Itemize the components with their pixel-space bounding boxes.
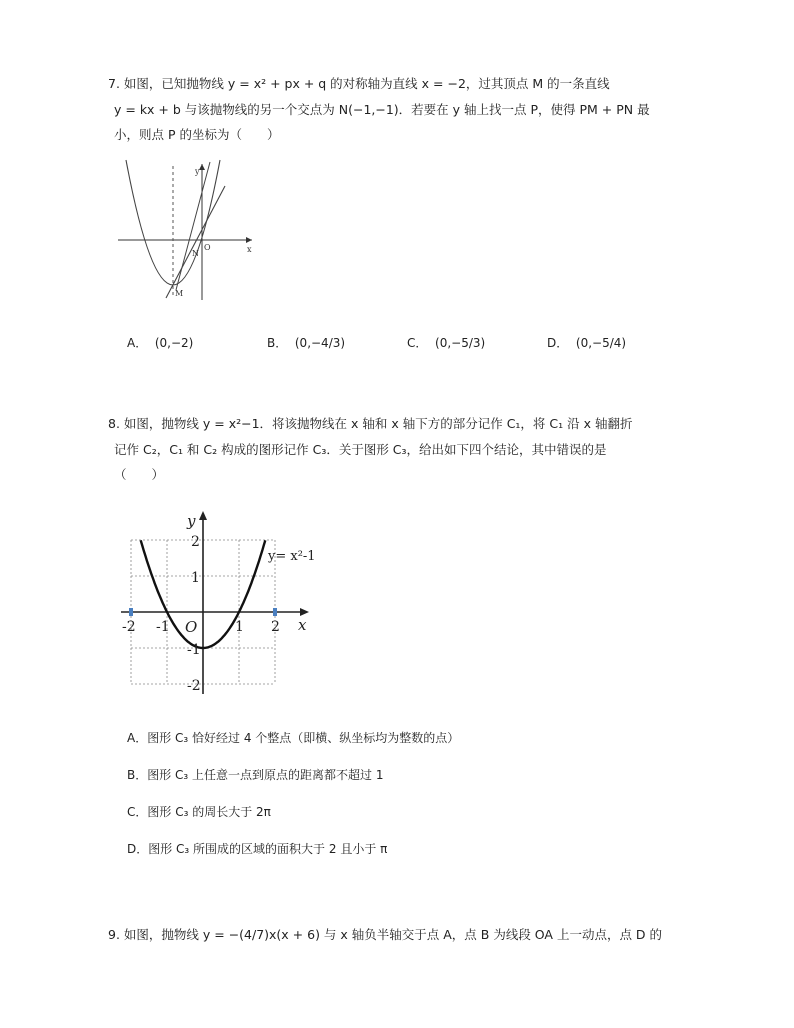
q8-curve-label: y= x²-1 bbox=[268, 549, 316, 564]
q7-m-label: M bbox=[175, 289, 184, 298]
q7-option-c[interactable] bbox=[407, 334, 485, 351]
q7-y-arrow bbox=[199, 164, 205, 170]
q7-option-b[interactable] bbox=[267, 334, 345, 351]
option-text: (0,−2) bbox=[154, 336, 194, 350]
q8-x-arrow bbox=[300, 608, 309, 616]
q7-option-a[interactable] bbox=[127, 334, 193, 351]
q8-option-b[interactable]: B．图形 C₃ 上任意一点到原点的距离都不超过 1 bbox=[127, 768, 384, 782]
q8-x-tick-label: -1 bbox=[156, 619, 170, 635]
q8-y-tick-label: 1 bbox=[191, 570, 200, 586]
q8-y-tick-label: -2 bbox=[187, 678, 201, 694]
q7-option-d[interactable] bbox=[547, 334, 626, 351]
q8-option-d[interactable]: D．图形 C₃ 所围成的区域的面积大于 2 且小于 π bbox=[127, 842, 388, 856]
q7-origin-label: O bbox=[204, 243, 211, 252]
q8-x-tick-label: 1 bbox=[235, 619, 244, 635]
q8-figure bbox=[115, 508, 330, 700]
q8-tick-neg2 bbox=[129, 608, 133, 616]
q8-y-tick-label: -1 bbox=[187, 642, 201, 658]
option-text: (0,−4/3) bbox=[294, 336, 346, 350]
q8-x-label: x bbox=[298, 616, 307, 634]
q7-x-label: x bbox=[247, 245, 252, 254]
option-letter: A． bbox=[127, 336, 148, 350]
q7-line-mn bbox=[166, 186, 225, 298]
q8-tick-pos2 bbox=[273, 608, 277, 616]
option-letter: C． bbox=[407, 336, 428, 350]
q8-option-a[interactable]: A．图形 C₃ 恰好经过 4 个整点（即横、纵坐标均为整数的点） bbox=[127, 731, 460, 745]
q8-option-c[interactable]: C．图形 C₃ 的周长大于 2π bbox=[127, 805, 271, 819]
option-text: (0,−5/4) bbox=[575, 336, 627, 350]
q8-y-arrow bbox=[199, 511, 207, 520]
q7-n-label: N bbox=[192, 249, 199, 258]
q7-y-label: y bbox=[195, 167, 200, 176]
q8-x-tick-label: 2 bbox=[271, 619, 280, 635]
q8-origin-label: O bbox=[185, 618, 198, 636]
q8-line-1: 8. 如图，抛物线 y = x²−1．将该抛物线在 x 轴和 x 轴下方的部分记作 C₁，将 C₁ 沿 x 轴翻折 bbox=[108, 416, 633, 431]
q8-y-label: y bbox=[187, 512, 196, 530]
q7-figure bbox=[112, 158, 262, 303]
q8-y-tick-label: 2 bbox=[191, 534, 200, 550]
q8-line-2: 记作 C₂，C₁ 和 C₂ 构成的图形记作 C₃．关于图形 C₃，给出如下四个结论，其中错误的是 bbox=[114, 442, 607, 457]
q7-line-3: 小，则点 P 的坐标为（ ） bbox=[114, 127, 280, 142]
q8-line-3: （ ） bbox=[114, 467, 165, 482]
option-text: (0,−5/3) bbox=[435, 336, 486, 350]
q7-x-arrow bbox=[246, 237, 252, 243]
q8-x-tick-label: -2 bbox=[122, 619, 136, 635]
option-letter: D． bbox=[547, 336, 569, 350]
q9-line-1: 9. 如图，抛物线 y = −(4/7)x(x + 6) 与 x 轴负半轴交于点 A，点 B 为线段 OA 上一动点，点 D 的 bbox=[108, 927, 663, 942]
q7-line-2: y = kx + b 与该抛物线的另一个交点为 N(−1,−1)．若要在 y 轴上找一点 P，使得 PM + PN 最 bbox=[114, 102, 650, 117]
q7-line-1: 7. 如图，已知抛物线 y = x² + px + q 的对称轴为直线 x = −2，过其顶点 M 的一条直线 bbox=[108, 76, 610, 91]
option-letter: B． bbox=[267, 336, 288, 350]
